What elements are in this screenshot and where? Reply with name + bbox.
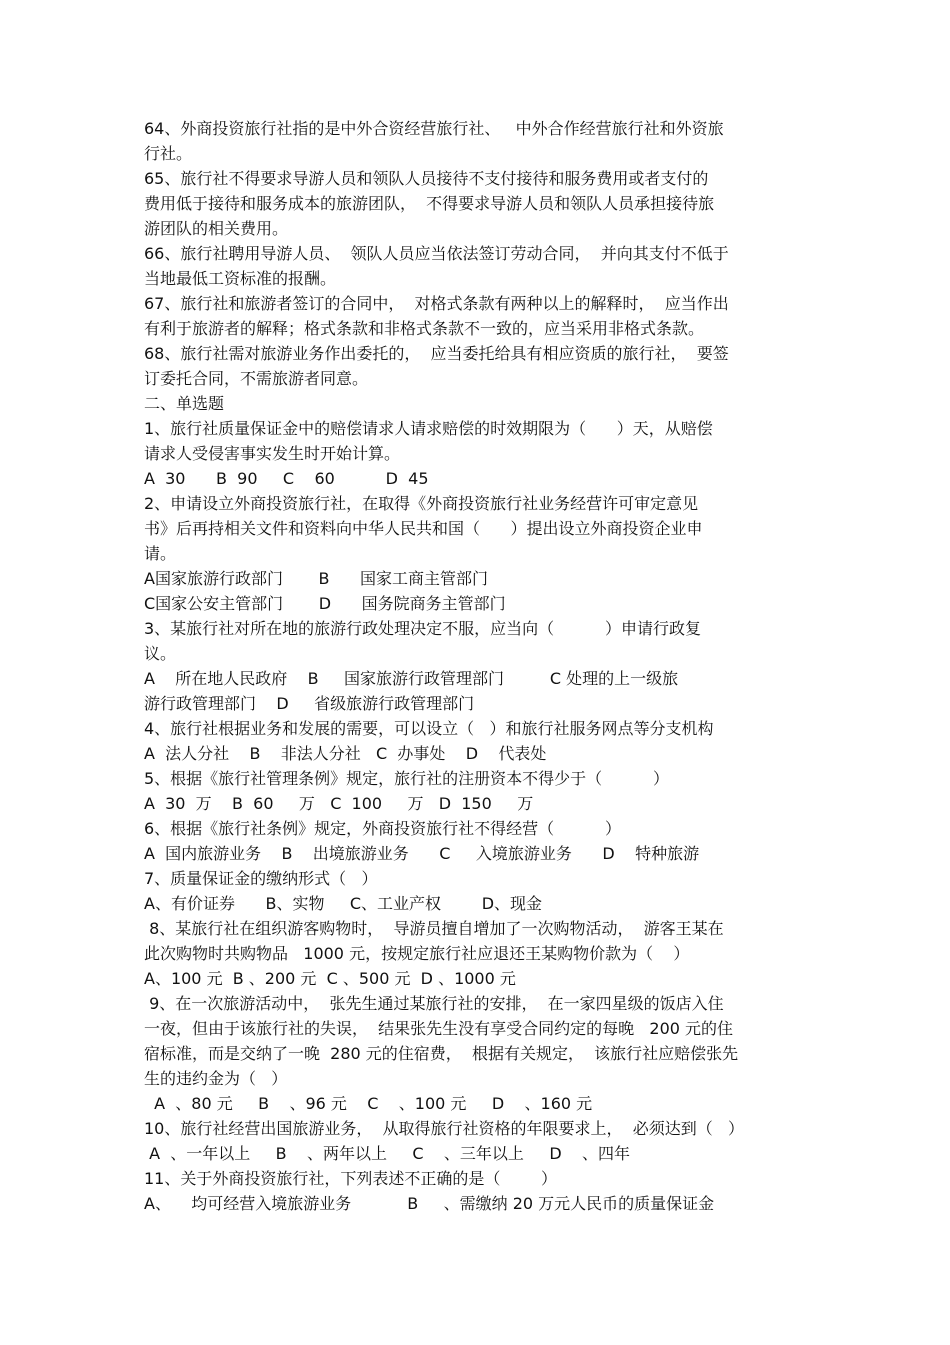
question-line: 5、根据《旅行社管理条例》规定，旅行社的注册资本不得少于（ ） [144, 769, 670, 788]
question-line: 3、某旅行社对所在地的旅游行政处理决定不服，应当向（ ）申请行政复 [144, 619, 702, 638]
text-line: 行社。 [144, 144, 193, 163]
options-line: C国家公安主管部门 D 国务院商务主管部门 [144, 594, 506, 613]
text-line: 65、旅行社不得要求导游人员和领队人员接待不支付接待和服务费用或者支付的 [144, 169, 709, 188]
text-line: 订委托合同，不需旅游者同意。 [144, 369, 369, 388]
question-line: 2、申请设立外商投资旅行社，在取得《外商投资旅行社业务经营许可审定意见 [144, 494, 699, 513]
text-line: 费用低于接待和服务成本的旅游团队， 不得要求导游人员和领队人员承担接待旅 [144, 194, 715, 213]
question-line: 4、旅行社根据业务和发展的需要，可以设立（ ）和旅行社服务网点等分支机构 [144, 719, 714, 738]
question-line: 1、旅行社质量保证金中的赔偿请求人请求赔偿的时效期限为（ ）天，从赔偿 [144, 419, 713, 438]
question-line: 一夜，但由于该旅行社的失误， 结果张先生没有享受合同约定的每晚 200 元的住 [144, 1019, 734, 1038]
options-line: A 30 B 90 C 60 D 45 [144, 469, 429, 488]
options-line: A、 均可经营入境旅游业务 B 、需缴纳 20 万元人民币的质量保证金 [144, 1194, 715, 1213]
question-line: 议。 [144, 644, 177, 663]
text-line: 游团队的相关费用。 [144, 219, 289, 238]
question-line: 宿标准，而是交纳了一晚 280 元的住宿费， 根据有关规定， 该旅行社应赔偿张先 [144, 1044, 739, 1063]
text-line: 67、旅行社和旅游者签订的合同中， 对格式条款有两种以上的解释时， 应当作出 [144, 294, 729, 313]
text-line: 有利于旅游者的解释；格式条款和非格式条款不一致的，应当采用非格式条款。 [144, 319, 705, 338]
question-line: 此次购物时共购物品 1000 元，按规定旅行社应退还王某购物价款为（ ） [144, 944, 690, 963]
question-line: 7、质量保证金的缴纳形式（ ） [144, 869, 378, 888]
section-heading: 二、单选题 [144, 394, 225, 413]
question-line: 11、关于外商投资旅行社，下列表述不正确的是（ ） [144, 1169, 558, 1188]
options-line: A 、一年以上 B 、两年以上 C 、三年以上 D 、四年 [144, 1144, 630, 1163]
text-line: 68、旅行社需对旅游业务作出委托的， 应当委托给具有相应资质的旅行社， 要签 [144, 344, 729, 363]
options-line: A 30 万 B 60 万 C 100 万 D 150 万 [144, 794, 534, 813]
question-line: 书》后再持相关文件和资料向中华人民共和国（ ）提出设立外商投资企业申 [144, 519, 703, 538]
question-line: 生的违约金为（ ） [144, 1069, 288, 1088]
question-line: 10、旅行社经营出国旅游业务， 从取得旅行社资格的年限要求上， 必须达到（ ） [144, 1119, 744, 1138]
options-line: A、100 元 B 、200 元 C 、500 元 D 、1000 元 [144, 969, 516, 988]
document-body [144, 116, 812, 1216]
question-line: 请求人受侵害事实发生时开始计算。 [144, 444, 401, 463]
options-line: A 国内旅游业务 B 出境旅游业务 C 入境旅游业务 D 特种旅游 [144, 844, 700, 863]
question-line: 请。 [144, 544, 177, 563]
text-line: 当地最低工资标准的报酬。 [144, 269, 337, 288]
question-line: 9、在一次旅游活动中， 张先生通过某旅行社的安排， 在一家四星级的饭店入住 [144, 994, 724, 1013]
options-line: 游行政管理部门 D 省级旅游行政管理部门 [144, 694, 475, 713]
options-line: A 所在地人民政府 B 国家旅游行政管理部门 C 处理的上一级旅 [144, 669, 679, 688]
options-line: A国家旅游行政部门 B 国家工商主管部门 [144, 569, 489, 588]
options-line: A 法人分社 B 非法人分社 C 办事处 D 代表处 [144, 744, 547, 763]
options-line: A、有价证券 B、实物 C、工业产权 D、现金 [144, 894, 543, 913]
options-line: A 、80 元 B 、96 元 C 、100 元 D 、160 元 [144, 1094, 593, 1113]
text-line: 64、外商投资旅行社指的是中外合资经营旅行社、 中外合作经营旅行社和外资旅 [144, 119, 724, 138]
question-line: 8、某旅行社在组织游客购物时， 导游员擅自增加了一次购物活动， 游客王某在 [144, 919, 724, 938]
text-line: 66、旅行社聘用导游人员、 领队人员应当依法签订劳动合同， 并向其支付不低于 [144, 244, 729, 263]
question-line: 6、根据《旅行社条例》规定，外商投资旅行社不得经营（ ） [144, 819, 622, 838]
